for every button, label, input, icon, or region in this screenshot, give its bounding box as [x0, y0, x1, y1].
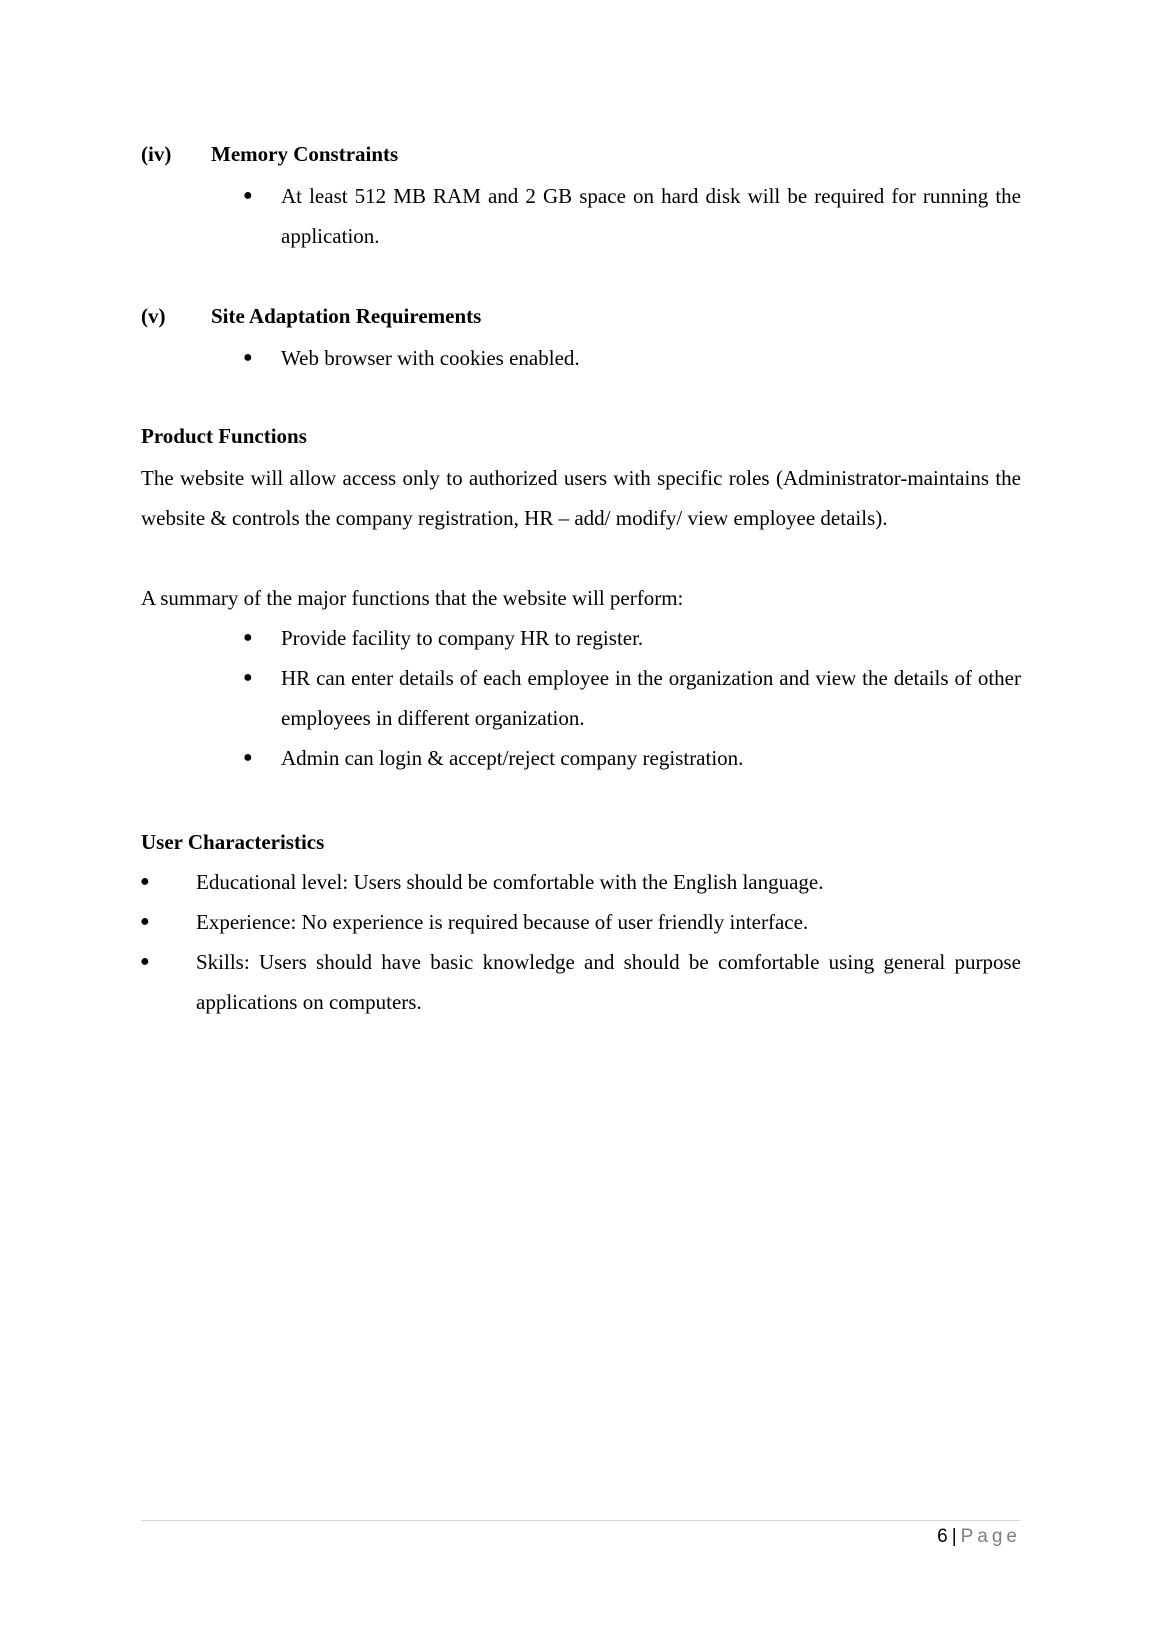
product-functions-heading: Product Functions: [141, 424, 307, 448]
footer-divider: [141, 1520, 1021, 1521]
list-item: [243, 176, 1021, 256]
list-item: [243, 338, 1021, 378]
list-item-text: Web browser with cookies enabled.: [281, 346, 580, 370]
list-item-text: Provide facility to company HR to register.: [281, 626, 644, 650]
bullet-icon: ●: [243, 187, 253, 204]
section-title: Memory Constraints: [211, 142, 399, 166]
bullet-icon: ●: [140, 953, 150, 970]
bullet-icon: ●: [243, 669, 253, 686]
list-item-text: Educational level: Users should be comfortable with the English language.: [196, 870, 824, 894]
user-characteristics-heading: User Characteristics: [141, 830, 325, 854]
footer-separator: |: [951, 1526, 957, 1547]
product-functions-summary: A summary of the major functions that the website will perform:: [141, 586, 684, 610]
list-item: [140, 862, 1021, 902]
list-item: [140, 942, 1021, 1022]
list-item-text: Experience: No experience is required because of user friendly interface.: [196, 910, 809, 934]
section-number: (iv): [141, 142, 172, 166]
site-adaptation-list: [243, 338, 1021, 378]
product-functions-list: [243, 618, 1021, 778]
page-label: Page: [960, 1526, 1021, 1547]
product-functions-paragraph: The website will allow access only to authorized users with specific roles (Administrator-maintains the website & controls the company registration, HR – add/ modify/ view employee details).: [141, 466, 1021, 530]
bullet-icon: ●: [243, 749, 253, 766]
bullet-icon: ●: [140, 913, 150, 930]
user-characteristics-list: [140, 862, 1021, 1022]
memory-constraints-heading: [141, 134, 1021, 174]
list-item: [140, 902, 1021, 942]
list-item-text: Skills: Users should have basic knowledge and should be comfortable using general purpose applications on computers.: [196, 950, 1021, 1014]
list-item: [243, 658, 1021, 738]
memory-constraints-list: [243, 176, 1021, 256]
page-footer: [937, 1522, 1021, 1552]
site-adaptation-heading: [141, 296, 1021, 336]
bullet-icon: ●: [243, 629, 253, 646]
bullet-icon: ●: [243, 349, 253, 366]
page-number: 6: [937, 1526, 948, 1547]
list-item-text: At least 512 MB RAM and 2 GB space on hard disk will be required for running the application.: [281, 184, 1021, 248]
list-item: [243, 738, 1021, 778]
bullet-icon: ●: [140, 873, 150, 890]
list-item: [243, 618, 1021, 658]
list-item-text: Admin can login & accept/reject company registration.: [281, 746, 744, 770]
section-number: (v): [141, 304, 166, 328]
list-item-text: HR can enter details of each employee in the organization and view the details of other employees in different organization.: [281, 666, 1021, 730]
section-title: Site Adaptation Requirements: [211, 304, 482, 328]
